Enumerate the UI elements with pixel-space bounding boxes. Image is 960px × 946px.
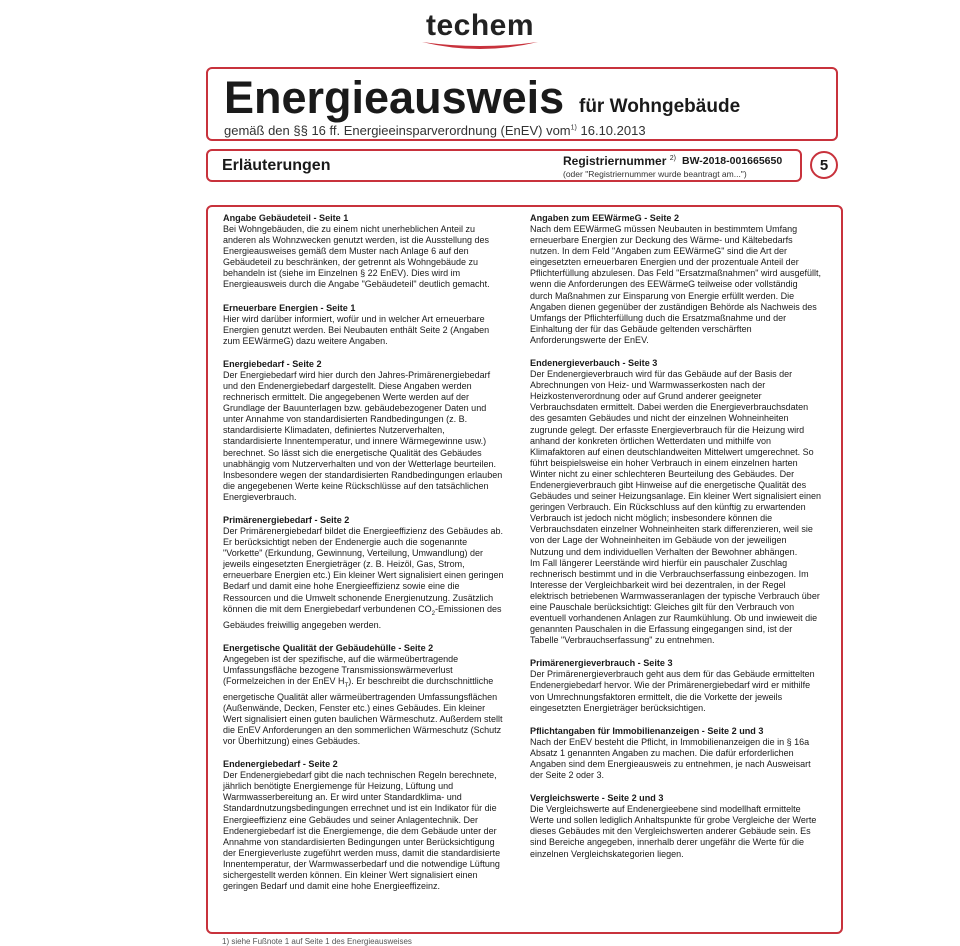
document-title: Energieausweis: [224, 72, 565, 123]
document-subtitle: für Wohngebäude: [579, 96, 741, 117]
section-energiebedarf: [223, 359, 504, 503]
section-body: Der Primärenergieverbrauch geht aus dem für das Gebäude ermittelten Endenergiebedarf hervor. Wie der Primärenergiebedarf wird er mithilfe von Umrechnungsfaktoren ermittelt, die die Vorkette der jeweils eingesetzten Energieträger berücksichtigen.: [530, 669, 815, 713]
registration-number: BW-2018-001665650: [682, 155, 783, 167]
section-body: Bei Wohngebäuden, die zu einem nicht unerheblichen Anteil zu anderen als Wohnzwecken genutzt werden, ist die Ausstellung des Energieausweises gemäß dem Muster nach Anlage 6 auf den Gebäudeteil zu beschränken, der getrennt als Wohngebäude zu behandeln ist (siehe im Einzelnen § 22 EnEV). Dies wird im Energieausweis durch die Angabe "Gebäudeteil" deutlich gemacht.: [223, 224, 490, 290]
explanations-box: [206, 205, 843, 934]
section-body-part: Der Primärenergiebedarf bildet die Energieeffizienz des Gebäudes ab. Er berücksichtigt neben der Endenergie auch die sogenannte "Vorkette" (Erkundung, Gewinnung, Verteilung, Umwandlung) der jeweils eingesetzten Energieträger (z. B. Heizöl, Gas, Strom, erneuerbare Energien etc.) Ein kleiner Wert signalisiert einen geringen Bedarf und damit eine hohe Energieeffizienz sowie eine die Ressourcen und die Umwelt schonende Energienutzung. Zusätzlich können die mit dem Energiebedarf verbundenen CO: [223, 525, 504, 614]
legal-basis: [224, 123, 646, 138]
section-primaerenergiebedarf: [223, 515, 504, 631]
section-heading: Energiebedarf - Seite 2: [223, 358, 322, 369]
section-body-part: Angegeben ist der spezifische, auf die wärmeübertragende Umfassungsfläche bezogene Transmissionswärmeverlust (Formelzeichen in der EnEV H: [223, 653, 459, 686]
title-box: [206, 67, 838, 141]
section-heading: Primärenergieverbrauch - Seite 3: [530, 658, 673, 669]
section-body-subscript: 2: [431, 610, 435, 617]
section-heading: Vergleichswerte - Seite 2 und 3: [530, 793, 664, 804]
section-gebaeudehuelle: [223, 643, 504, 748]
section-primaerenergieverbrauch: [530, 658, 822, 713]
section-body-part: -Emissionen des Gebäudes freiwillig angegeben werden.: [223, 603, 502, 630]
section-heading: Endenergiebedarf - Seite 2: [223, 759, 338, 770]
right-column: [530, 213, 822, 872]
section-body: Die Vergleichswerte auf Endenergieebene sind modellhaft ermittelte Werte und sollen lediglich Anhaltspunkte für grobe Vergleiche der Werte dieses Gebäudes mit den Vergleichswerten anderer Gebäude sein. Es sind Bereiche angegeben, innerhalb derer ungefähr die Werte für die einzelnen Vergleichskategorien liegen.: [530, 804, 817, 859]
section-heading: Endenergieverbauch - Seite 3: [530, 358, 658, 369]
section-vergleichswerte: [530, 793, 822, 859]
section-heading: Primärenergiebedarf - Seite 2: [223, 514, 350, 525]
section-body-subscript: T: [344, 682, 349, 689]
section-heading: Energetische Qualität der Gebäudehülle - Seite 2: [223, 642, 434, 653]
section-endenergieverbrauch: [530, 358, 822, 646]
subheader-box: [206, 149, 802, 182]
legal-basis-date: 16.10.2013: [580, 123, 646, 138]
footnote: 1) siehe Fußnote 1 auf Seite 1 des Energieausweises: [222, 937, 412, 946]
section-endenergiebedarf: [223, 759, 504, 892]
registration-footnote: 2): [669, 155, 676, 162]
section-body-part: ). Er beschreibt die durchschnittliche energetische Qualität aller wärmeübertragenden Umfassungsflächen (Außenwände, Decken, Fenster etc.) eines Gebäudes. Ein kleiner Wert signalisiert einen guten baulichen Wärmeschutz. Außerdem stellt die EnEV Anforderungen an den sommerlichen Wärmeschutz (Schutz vor Überhitzung) eines Gebäudes.: [223, 675, 503, 747]
legal-basis-text: gemäß den §§ 16 ff. Energieeinsparverordnung (EnEV) vom: [224, 123, 571, 138]
section-pflichtangaben: [530, 726, 822, 781]
techem-logo: [0, 10, 960, 52]
section-body: Nach der EnEV besteht die Pflicht, in Immobilienanzeigen die in § 16a Absatz 1 genannten Angaben zu machen. Die dafür erforderlichen Angaben sind dem Energieausweis zu entnehmen, je nach Ausweisart der Seite 2 oder 3.: [530, 736, 811, 781]
section-body: Nach dem EEWärmeG müssen Neubauten in bestimmtem Umfang erneuerbare Energien zur Deckung des Wärme- und Kältebedarfs nutzen. In dem Feld "Angaben zum EEWärmeG" sind die Art der eingesetzten erneuerbaren Energien und der prozentuale Anteil der Pflichterfüllung abzulesen. Das Feld "Ersatzmaßnahmen" wird ausgefüllt, wenn die Anforderungen des EEWärmeG teilweise oder vollständig durch Maßnahmen zur Einsparung von Energie erfüllt werden. Die Angaben dienen gegenüber der zuständigen Behörde als Nachweis des Umfangs der Pflichterfüllung duch die Ersatzmaßnahme und der Einhaltung der für das Gebäude geltenden verschärften Anforderungswerte der EnEV.: [530, 224, 822, 345]
registration-label-text: Registriernummer: [563, 154, 667, 168]
section-heading: Angaben zum EEWärmeG - Seite 2: [530, 213, 680, 223]
section-eewaermeg: [530, 213, 822, 346]
section-body: [223, 526, 504, 631]
section-body: Der Energiebedarf wird hier durch den Jahres-Primärenergiebedarf und den Endenergiebedarf dargestellt. Diese Angaben werden rechnerisch ermittelt. Die angegebenen Werte werden auf der Grundlage der Bauunterlagen bzw. gebäudebezogener Daten und unter Annahme von standardisierten Randbedingungen (z. B. standardisierte Klimadaten, definiertes Nutzerverhalten, standardisierte Innentemperatur, und innere Wärmegewinne usw.) berechnet. So lässt sich die energetische Qualität des Gebäudes unabhängig vom Nutzerverhalten und von der Wetterlage beurteilen. Insbesondere wegen der standardisierten Randbedingungen erlauben die angegebenen Werte keine Rückschlüsse auf den tatsächlichen Energieverbrauch.: [223, 369, 503, 502]
section-title: Erläuterungen: [222, 157, 331, 174]
section-body-continued: Im Fall längerer Leerstände wird hierfür ein pauschaler Zuschlag rechnerisch bestimmt und in die Verbrauchserfassung einbezogen. Im Interesse der Vergleichbarkeit wird bei dezentralen, in der Regel elektrisch betriebenen Warmwasseranlagen der typische Verbrauch über eine Pauschale berücksichtigt: Gleiches gilt für den Verbrauch von eventuell vorhandenen Anlagen zur Raumkühlung. Ob und inwieweit die genannten Pauschalen in die Erfassung eingegangen sind, ist der Tabelle "Verbrauchserfassung" zu entnehmen.: [530, 557, 820, 646]
section-body: Der Endenergieverbrauch wird für das Gebäude auf der Basis der Abrechnungen von Heiz- und Warmwasserkosten nach der Heizkostenverordnung oder auf Grund anderer geeigneter Verbrauchsdaten ermittelt. Dabei werden die Energieverbrauchsdaten des gesamten Gebäudes und nicht der einzelnen Wohneinheiten zugrunde gelegt. Der erfasste Energieverbrauch für die Heizung wird anhand der konkreten örtlichen Wetterdaten und mithilfe von Klimafaktoren auf einen deutschlandweiten Mittelwert umgerechnet. So führt beispielsweise ein hoher Verbrauch in einem einzelnen harten Winter nicht zu einer schlechteren Beurteilung des Gebäudes. Der Endenergieverbrauch gibt Hinweise auf die energetische Qualität des Gebäudes und seiner Heizungsanlage. Ein kleiner Wert signalisiert einen geringen Verbrauch. Ein Rückschluss auf den künftig zu erwartenden Verbrauch ist jedoch nicht möglich; insbesondere können die Verbrauchsdaten einzelner Wohneinheiten stark differenzieren, weil sie von der Lage der Wohneinheiten im Gebäude von der jeweiligen Nutzung und dem individuellen Verhalten der Bewohner abhängen.: [530, 369, 822, 557]
section-gebaeudeteil: [223, 213, 504, 291]
page-number-badge: 5: [810, 151, 838, 179]
section-heading: Erneuerbare Energien - Seite 1: [223, 302, 356, 313]
section-body: [223, 654, 504, 748]
logo-text: techem: [425, 9, 535, 42]
left-column: [223, 213, 504, 904]
section-body: Der Endenergiebedarf gibt die nach technischen Regeln berechnete, jährlich benötigte Energiemenge für Heizung, Lüftung und Warmwasserbereitung an. Er wird unter Standardklima- und Standardnutzungsbedingungen errechnet und ist ein Indikator für die Energieeffizienz eine Gebäudes und seiner Anlagentechnik. Der Endenergiebedarf ist die Energiemenge, die dem Gebäude unter der Annahme von standardisierten Bedingungen unter Berücksichtigung der Energieverluste zugeführt werden muss, damit die standardisierte Innentemperatur, der Warmwasserbedarf und die notwendige Lüftung sichergestellt werden können. Ein kleiner Wert signalisiert einen geringen Bedarf und damit eine hohe Energieeffizeinz.: [223, 770, 501, 892]
section-erneuerbare-energien: [223, 303, 504, 347]
legal-basis-footnote: 1): [570, 124, 577, 132]
section-body: Hier wird darüber informiert, wofür und in welcher Art erneuerbare Energien genutzt werden. Bei Neubauten enthält Seite 2 (Angaben zum EEWärmeG) dazu weitere Angaben.: [223, 313, 490, 346]
registration-note: (oder "Registriernummer wurde beantragt am..."): [563, 169, 747, 179]
section-heading: Angabe Gebäudeteil - Seite 1: [223, 213, 349, 223]
registration-label: [563, 154, 676, 168]
section-heading: Pflichtangaben für Immobilienanzeigen - Seite 2 und 3: [530, 725, 764, 736]
